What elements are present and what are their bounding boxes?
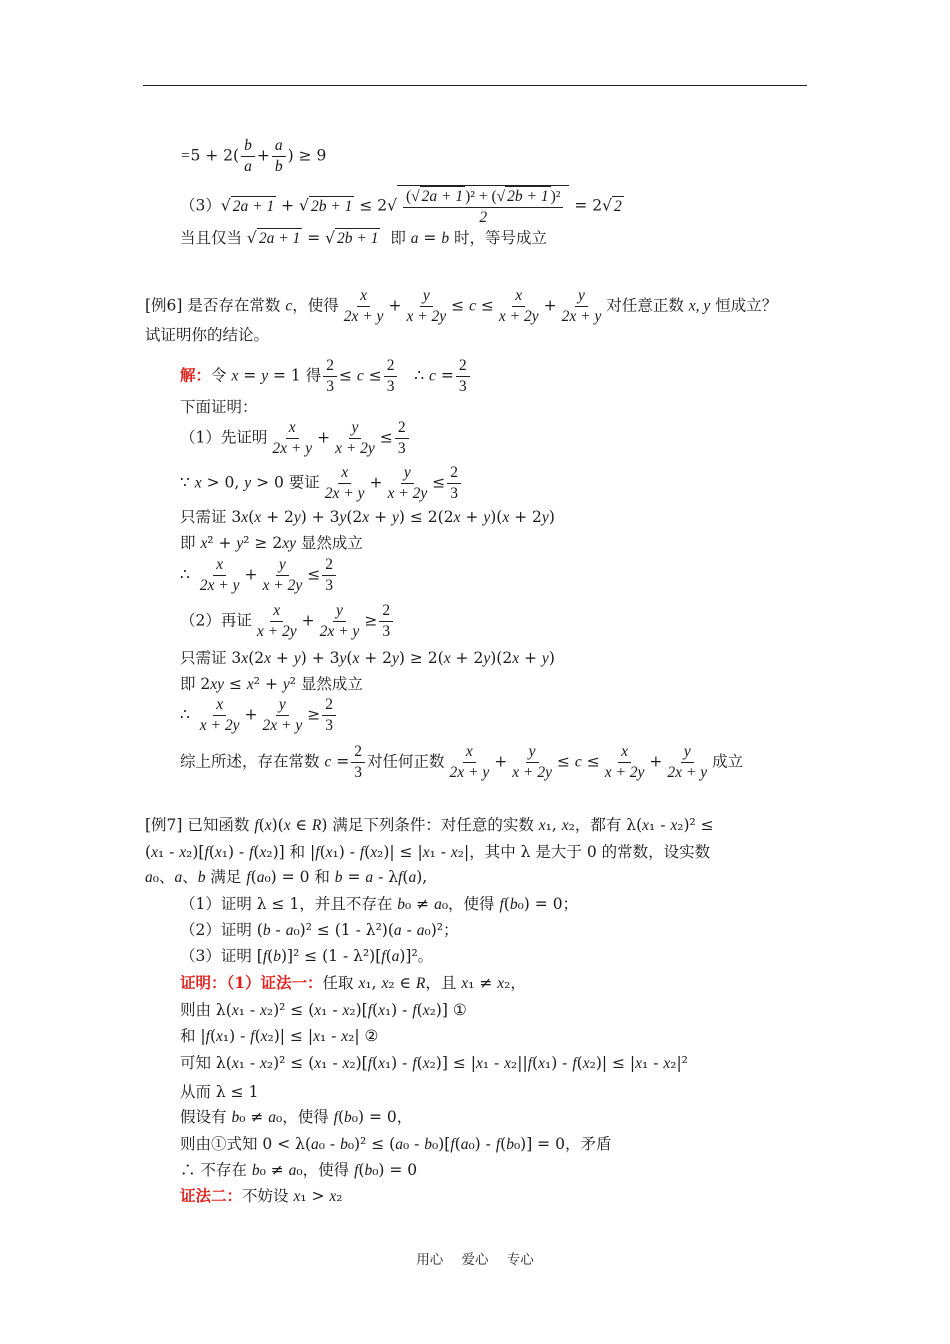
- line-e7-method2: 证法二：不妨设 x₁ > x₂: [180, 1186, 343, 1205]
- line-e6-p4: 即 x² + y² ≥ 2xy 显然成立: [180, 534, 363, 552]
- line-e7-s1: （1）证明 λ ≤ 1，并且不存在 b₀ ≠ a₀，使得 f(b₀) = 0；: [180, 895, 579, 913]
- line-e7-s2: （2）证明 (b - a₀)² ≤ (1 - λ²)(a - a₀)²；: [180, 921, 459, 939]
- proof-label: 证明：（1）证法一：: [180, 973, 323, 992]
- line-e7-r1: 则由 λ(x₁ - x₂)² ≤ (x₁ - x₂)[f(x₁) - f(x₂)] ①: [180, 1001, 467, 1019]
- footer-word-2: 爱心: [461, 1252, 489, 1268]
- line-e6-below: 下面证明：: [180, 398, 258, 416]
- line-e6-p9: ∴ $\frac{x}{x + 2y}$ + $\frac{y}{2x + y}$ ≥ $\frac{2}{3}$: [180, 695, 338, 736]
- line-l1: =5 + 2( $\frac{b}{a}$ + $\frac{a}{b}$ ) ≥ 9: [180, 137, 327, 175]
- line-e7-proof: 证明：（1）证法一：任取 x₁, x₂ ∈ R，且 x₁ ≠ x₂，: [180, 973, 526, 992]
- line-e6-solution: 解：令 x = y = 1 得 $\frac{2}{3}$ ≤ c ≤ $\frac{2}{3}$ ∴ c = $\frac{2}{3}$: [180, 356, 472, 397]
- line-e6-question2: 试证明你的结论。: [145, 326, 270, 344]
- line-e6-p2: ∵ x > 0, y > 0 要证 $\frac{x}{2x + y}$ + $\frac{y}{x + 2y}$ ≤ $\frac{2}{3}$: [180, 463, 463, 504]
- line-e6-p6: （2）再证 $\frac{x}{x + 2y}$ + $\frac{y}{2x + y}$ ≥ $\frac{2}{3}$: [180, 601, 395, 642]
- solution-label: 解：: [180, 365, 212, 385]
- line-l3: 当且仅当 √ 2a + 1 = √ 2b + 1 即 a = b 时，等号成立: [180, 229, 548, 247]
- line-e7-r5: 假设有 b₀ ≠ a₀，使得 f(b₀) = 0，: [180, 1108, 413, 1126]
- header-rule: [143, 85, 807, 86]
- line-e7-s3: （3）证明 [f(b)]² ≤ (1 - λ²)[f(a)]²。: [180, 947, 434, 965]
- line-e6-question: [例6] 是否存在常数 c，使得 $\frac{x}{2x + y}$ + $\frac{y}{x + 2y}$ ≤ c ≤ $\frac{x}{x + 2y}$ + $\frac{y}{2x + y}$ 对任意正数 x, y 恒成立？: [145, 287, 778, 325]
- line-e7-q3: a₀、a、b 满足 f(a₀) = 0 和 b = a - λf(a),: [145, 868, 428, 886]
- line-e6-p5: ∴ $\frac{x}{2x + y}$ + $\frac{y}{x + 2y}$ ≤ $\frac{2}{3}$: [180, 555, 338, 596]
- page-footer: [0, 1248, 950, 1268]
- line-e7-r2: 和 |f(x₁) - f(x₂)| ≤ |x₁ - x₂| ②: [180, 1027, 379, 1045]
- line-e7-q2: (x₁ - x₂)[f(x₁) - f(x₂)] 和 |f(x₁) - f(x₂)| ≤ |x₁ - x₂|，其中 λ 是大于 0 的常数，设实数: [145, 843, 711, 861]
- line-e6-p10: 综上所述，存在常数 c = $\frac{2}{3}$ 对任何正数 $\frac{x}{2x + y}$ + $\frac{y}{x + 2y}$ ≤ c ≤ $\frac{x}{x + 2y}$ + $\frac{y}{2x + y}$ 成立: [180, 743, 744, 781]
- line-e7-r7: ∴ 不存在 b₀ ≠ a₀，使得 f(b₀) = 0: [180, 1161, 418, 1179]
- line-e7-q1: [例7] 已知函数 f(x)(x ∈ R) 满足下列条件：对任意的实数 x₁, x₂，都有 λ(x₁ - x₂)² ≤: [145, 816, 714, 834]
- line-e7-r4: 从而 λ ≤ 1: [180, 1083, 259, 1101]
- line-e6-p3: 只需证 3x(x + 2y) + 3y(2x + y) ≤ 2(2x + y)(x + 2y): [180, 508, 555, 526]
- line-e7-r3: 可知 λ(x₁ - x₂)² ≤ (x₁ - x₂)[f(x₁) - f(x₂)] ≤ |x₁ - x₂||f(x₁) - f(x₂)| ≤ |x₁ - x₂|²: [180, 1054, 688, 1072]
- method2-label: 证法二：: [180, 1186, 243, 1205]
- line-e7-r6: 则由①式知 0 < λ(a₀ - b₀)² ≤ (a₀ - b₀)[f(a₀) - f(b₀)] = 0，矛盾: [180, 1135, 612, 1153]
- line-e6-p1: （1）先证明 $\frac{x}{2x + y}$ + $\frac{y}{x + 2y}$ ≤ $\frac{2}{3}$: [180, 418, 411, 459]
- footer-word-1: 用心: [416, 1252, 444, 1268]
- line-e6-p8: 即 2xy ≤ x² + y² 显然成立: [180, 675, 363, 693]
- line-e6-p7: 只需证 3x(2x + y) + 3y(x + 2y) ≥ 2(x + 2y)(2x + y): [180, 649, 555, 667]
- line-l2: （3）√ 2a + 1 + √ 2b + 1 ≤ 2√ $\frac{\text{(√ 2a + 1 )² + (√ 2b + 1 )²}}{2}$ = 2√ 2: [180, 185, 624, 228]
- footer-word-3: 专心: [506, 1252, 534, 1268]
